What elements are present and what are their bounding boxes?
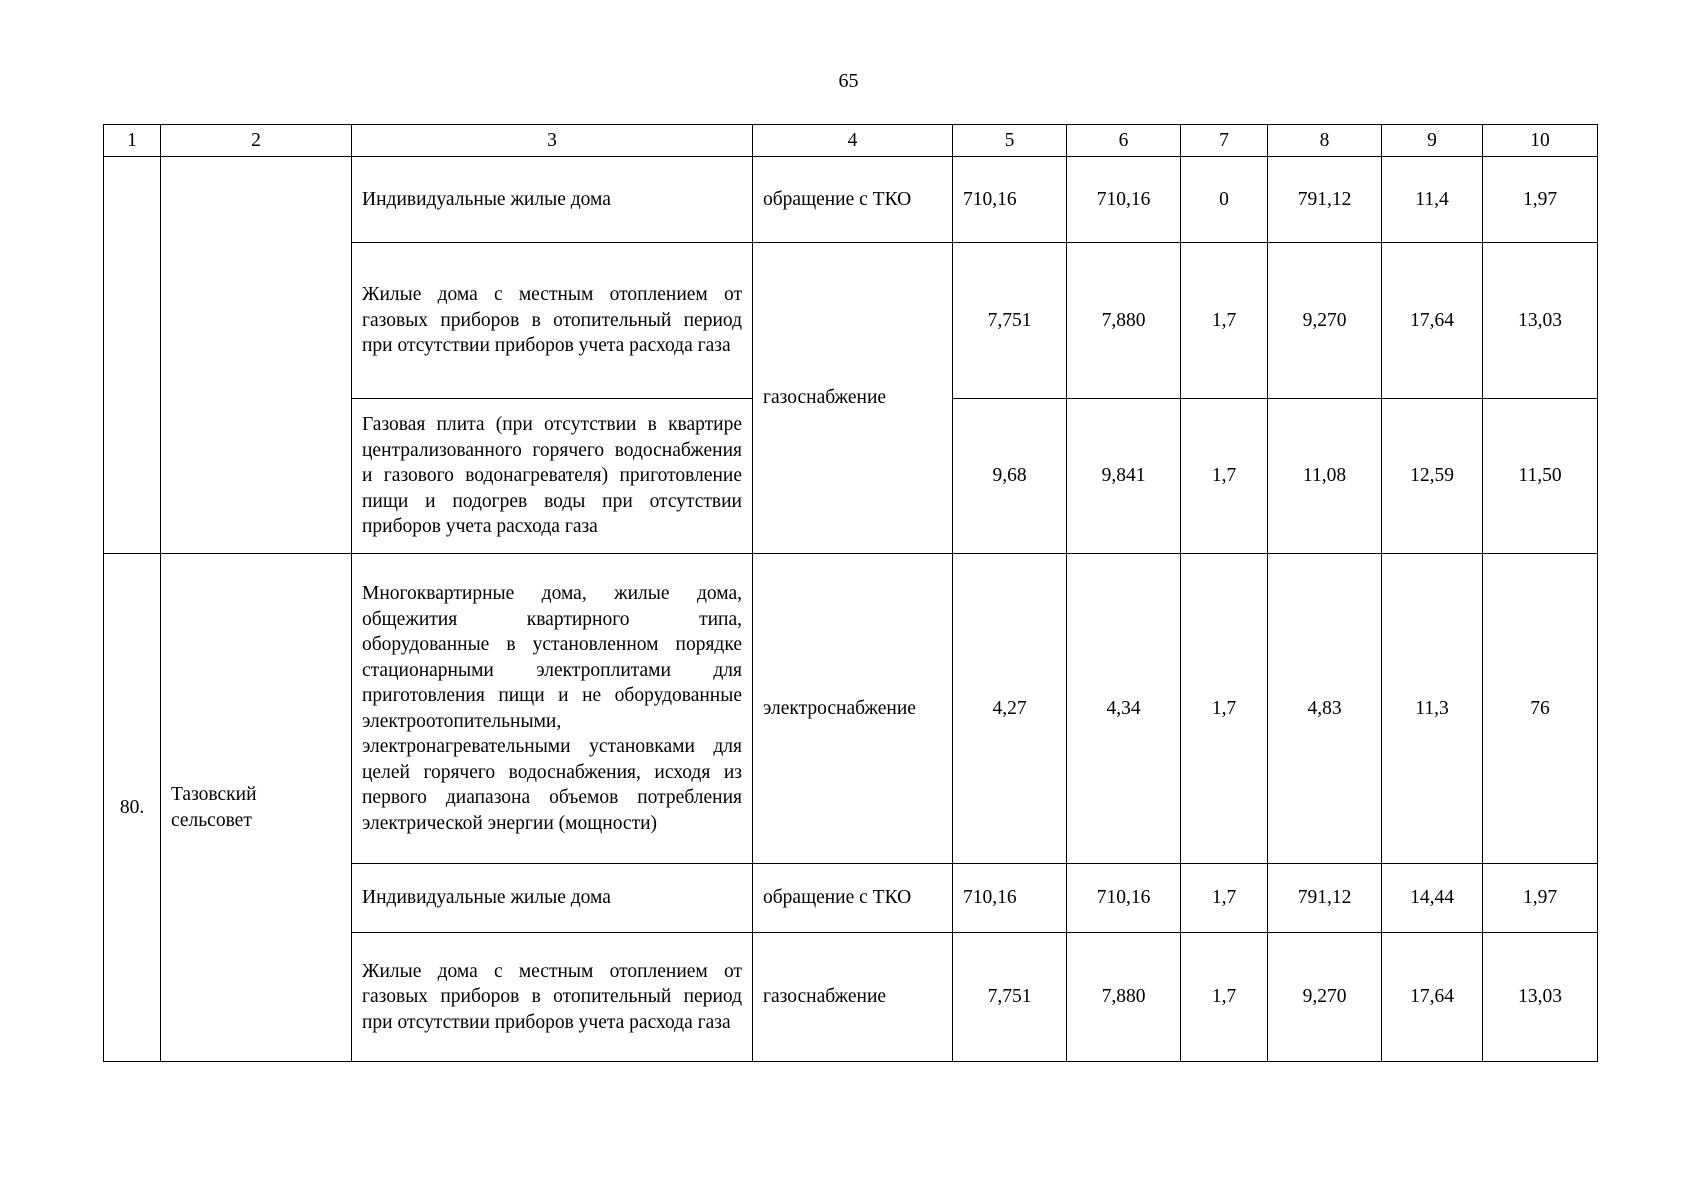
index-cell: 80. [104, 554, 161, 1062]
value-cell: 7,880 [1067, 243, 1181, 399]
value-cell: 7,880 [1067, 933, 1181, 1062]
value-cell: 4,27 [953, 554, 1067, 864]
value-cell: 11,4 [1382, 157, 1483, 243]
value-cell: 1,97 [1483, 864, 1598, 933]
value-cell: 9,68 [953, 399, 1067, 554]
service-type: обращение с ТКО [753, 864, 953, 933]
consumer-description: Жилые дома с местным отоплением от газовых приборов в отопительный период при отсутствии приборов учета расхода газа [352, 933, 753, 1062]
settlement-cell [161, 157, 352, 554]
settlement-cell: Тазовский сельсовет [161, 554, 352, 1062]
value-cell: 13,03 [1483, 933, 1598, 1062]
consumer-description: Индивидуальные жилые дома [352, 864, 753, 933]
consumer-description: Индивидуальные жилые дома [352, 157, 753, 243]
column-number: 5 [953, 125, 1067, 157]
value-cell: 17,64 [1382, 933, 1483, 1062]
value-cell: 710,16 [953, 157, 1067, 243]
value-cell: 9,841 [1067, 399, 1181, 554]
value-cell: 1,7 [1181, 864, 1268, 933]
value-cell: 1,7 [1181, 399, 1268, 554]
value-cell: 791,12 [1268, 157, 1382, 243]
index-cell [104, 157, 161, 554]
value-cell: 17,64 [1382, 243, 1483, 399]
column-number-row [104, 125, 1598, 157]
value-cell: 7,751 [953, 243, 1067, 399]
value-cell: 9,270 [1268, 243, 1382, 399]
value-cell: 11,08 [1268, 399, 1382, 554]
value-cell: 7,751 [953, 933, 1067, 1062]
value-cell: 14,44 [1382, 864, 1483, 933]
value-cell: 4,83 [1268, 554, 1382, 864]
value-cell: 12,59 [1382, 399, 1483, 554]
service-type: газоснабжение [753, 933, 953, 1062]
consumer-description: Газовая плита (при отсутствии в квартире централизованного горячего водоснабжения и газового водонагревателя) приготовление пищи и подогрев воды при отсутствии приборов учета расхода газа [352, 399, 753, 554]
value-cell: 710,16 [1067, 864, 1181, 933]
consumer-description: Многоквартирные дома, жилые дома, общежития квартирного типа, оборудованные в установленном порядке стационарными электроплитами для приготовления пищи и не оборудованные электроотопительными, электронагревательными установками для целей горячего водоснабжения, исходя из первого диапазона объемов потребления электрической энергии (мощности) [352, 554, 753, 864]
column-number: 1 [104, 125, 161, 157]
column-number: 2 [161, 125, 352, 157]
column-number: 4 [753, 125, 953, 157]
value-cell: 0 [1181, 157, 1268, 243]
table-row [104, 554, 1598, 864]
page-number: 65 [838, 70, 859, 92]
consumer-description: Жилые дома с местным отоплением от газовых приборов в отопительный период при отсутствии приборов учета расхода газа [352, 243, 753, 399]
table-row [104, 157, 1598, 243]
service-type: электроснабжение [753, 554, 953, 864]
value-cell: 11,50 [1483, 399, 1598, 554]
value-cell: 710,16 [1067, 157, 1181, 243]
column-number: 3 [352, 125, 753, 157]
value-cell: 791,12 [1268, 864, 1382, 933]
value-cell: 1,7 [1181, 933, 1268, 1062]
tariff-table [103, 124, 1598, 1062]
column-number: 6 [1067, 125, 1181, 157]
value-cell: 1,7 [1181, 554, 1268, 864]
value-cell: 9,270 [1268, 933, 1382, 1062]
value-cell: 76 [1483, 554, 1598, 864]
column-number: 8 [1268, 125, 1382, 157]
value-cell: 1,7 [1181, 243, 1268, 399]
value-cell: 13,03 [1483, 243, 1598, 399]
value-cell: 4,34 [1067, 554, 1181, 864]
service-type: обращение с ТКО [753, 157, 953, 243]
value-cell: 710,16 [953, 864, 1067, 933]
column-number: 7 [1181, 125, 1268, 157]
column-number: 9 [1382, 125, 1483, 157]
service-type: газоснабжение [753, 243, 953, 554]
column-number: 10 [1483, 125, 1598, 157]
value-cell: 11,3 [1382, 554, 1483, 864]
value-cell: 1,97 [1483, 157, 1598, 243]
